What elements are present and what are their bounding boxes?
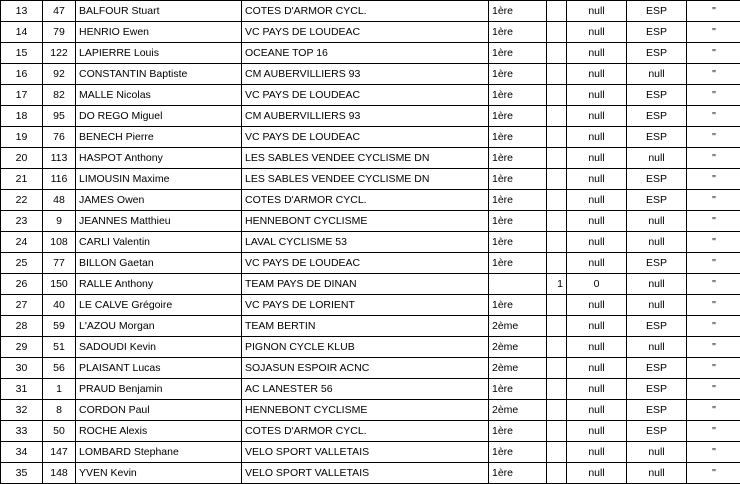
club-cell: VC PAYS DE LOUDEAC [242,85,489,106]
bib-number-cell: 9 [43,211,76,232]
points-cell [547,127,567,148]
category-cell: 1ère [489,442,547,463]
category-cell: 1ère [489,295,547,316]
ditto-cell: " [687,337,740,358]
esp-cell: ESP [627,400,687,421]
table-row [1,232,740,253]
points-cell [547,442,567,463]
club-cell: HENNEBONT CYCLISME [242,211,489,232]
bib-number-cell: 56 [43,358,76,379]
bib-number-cell: 113 [43,148,76,169]
club-cell: COTES D'ARMOR CYCL. [242,1,489,22]
status-cell: null [567,1,627,22]
esp-cell: null [627,148,687,169]
points-cell [547,358,567,379]
table-row [1,379,740,400]
table-row [1,85,740,106]
esp-cell: ESP [627,421,687,442]
category-cell: 1ère [489,43,547,64]
bib-number-cell: 122 [43,43,76,64]
bib-number-cell: 108 [43,232,76,253]
rank-cell: 20 [1,148,43,169]
esp-cell: ESP [627,379,687,400]
category-cell: 1ère [489,1,547,22]
esp-cell: ESP [627,127,687,148]
category-cell: 1ère [489,253,547,274]
rank-cell: 31 [1,379,43,400]
club-cell: COTES D'ARMOR CYCL. [242,421,489,442]
table-row [1,22,740,43]
esp-cell: ESP [627,358,687,379]
status-cell: null [567,85,627,106]
table-row [1,442,740,463]
club-cell: AC LANESTER 56 [242,379,489,400]
rider-name-cell: CONSTANTIN Baptiste [76,64,242,85]
bib-number-cell: 147 [43,442,76,463]
bib-number-cell: 92 [43,64,76,85]
rank-cell: 15 [1,43,43,64]
club-cell: LES SABLES VENDEE CYCLISME DN [242,169,489,190]
rank-cell: 22 [1,190,43,211]
status-cell: null [567,22,627,43]
status-cell: null [567,148,627,169]
category-cell: 2ème [489,400,547,421]
table-row [1,253,740,274]
points-cell [547,190,567,211]
ditto-cell: " [687,106,740,127]
ditto-cell: " [687,85,740,106]
points-cell [547,400,567,421]
club-cell: TEAM PAYS DE DINAN [242,274,489,295]
category-cell: 1ère [489,64,547,85]
rank-cell: 33 [1,421,43,442]
bib-number-cell: 48 [43,190,76,211]
club-cell: VELO SPORT VALLETAIS [242,442,489,463]
category-cell: 2ème [489,337,547,358]
rider-name-cell: BALFOUR Stuart [76,1,242,22]
esp-cell: ESP [627,316,687,337]
rank-cell: 16 [1,64,43,85]
ditto-cell: " [687,442,740,463]
ditto-cell: " [687,253,740,274]
status-cell: null [567,253,627,274]
rank-cell: 17 [1,85,43,106]
category-cell: 1ère [489,190,547,211]
category-cell: 1ère [489,106,547,127]
category-cell: 2ème [489,316,547,337]
rider-name-cell: LIMOUSIN Maxime [76,169,242,190]
status-cell: null [567,442,627,463]
rank-cell: 34 [1,442,43,463]
rider-name-cell: HASPOT Anthony [76,148,242,169]
rider-name-cell: LE CALVE Grégoire [76,295,242,316]
esp-cell: null [627,274,687,295]
category-cell: 1ère [489,211,547,232]
points-cell [547,295,567,316]
points-cell [547,379,567,400]
category-cell: 1ère [489,169,547,190]
category-cell: 2ème [489,358,547,379]
rider-name-cell: MALLE Nicolas [76,85,242,106]
rider-name-cell: SADOUDI Kevin [76,337,242,358]
rider-name-cell: L'AZOU Morgan [76,316,242,337]
points-cell [547,337,567,358]
table-row [1,1,740,22]
category-cell: 1ère [489,463,547,484]
rider-name-cell: BILLON Gaetan [76,253,242,274]
club-cell: CM AUBERVILLIERS 93 [242,64,489,85]
ditto-cell: " [687,64,740,85]
rider-name-cell: JAMES Owen [76,190,242,211]
rank-cell: 23 [1,211,43,232]
esp-cell: null [627,337,687,358]
table-row [1,43,740,64]
points-cell [547,148,567,169]
rider-name-cell: LAPIERRE Louis [76,43,242,64]
ditto-cell: " [687,400,740,421]
rank-cell: 21 [1,169,43,190]
table-row [1,211,740,232]
status-cell: null [567,337,627,358]
points-cell [547,64,567,85]
bib-number-cell: 148 [43,463,76,484]
bib-number-cell: 1 [43,379,76,400]
rider-name-cell: BENECH Pierre [76,127,242,148]
table-row [1,316,740,337]
esp-cell: ESP [627,1,687,22]
club-cell: HENNEBONT CYCLISME [242,400,489,421]
club-cell: COTES D'ARMOR CYCL. [242,190,489,211]
rider-name-cell: RALLE Anthony [76,274,242,295]
rider-name-cell: HENRIO Ewen [76,22,242,43]
points-cell [547,169,567,190]
ditto-cell: " [687,22,740,43]
rider-name-cell: YVEN Kevin [76,463,242,484]
club-cell: CM AUBERVILLIERS 93 [242,106,489,127]
club-cell: PIGNON CYCLE KLUB [242,337,489,358]
rider-name-cell: ROCHE Alexis [76,421,242,442]
table-row [1,169,740,190]
esp-cell: ESP [627,169,687,190]
esp-cell: null [627,463,687,484]
club-cell: SOJASUN ESPOIR ACNC [242,358,489,379]
rider-name-cell: PLAISANT Lucas [76,358,242,379]
bib-number-cell: 76 [43,127,76,148]
category-cell: 1ère [489,127,547,148]
rider-name-cell: CORDON Paul [76,400,242,421]
category-cell: 1ère [489,232,547,253]
rank-cell: 14 [1,22,43,43]
bib-number-cell: 77 [43,253,76,274]
status-cell: null [567,421,627,442]
rank-cell: 28 [1,316,43,337]
club-cell: LES SABLES VENDEE CYCLISME DN [242,148,489,169]
status-cell: null [567,379,627,400]
category-cell: 1ère [489,421,547,442]
bib-number-cell: 82 [43,85,76,106]
bib-number-cell: 8 [43,400,76,421]
bib-number-cell: 150 [43,274,76,295]
table-row [1,337,740,358]
club-cell: TEAM BERTIN [242,316,489,337]
club-cell: LAVAL CYCLISME 53 [242,232,489,253]
points-cell [547,253,567,274]
bib-number-cell: 95 [43,106,76,127]
esp-cell: null [627,442,687,463]
status-cell: null [567,64,627,85]
rider-name-cell: DO REGO Miguel [76,106,242,127]
esp-cell: null [627,211,687,232]
rider-name-cell: JEANNES Matthieu [76,211,242,232]
rider-name-cell: CARLI Valentin [76,232,242,253]
status-cell: null [567,463,627,484]
rank-cell: 13 [1,1,43,22]
ditto-cell: " [687,211,740,232]
status-cell: null [567,211,627,232]
rank-cell: 19 [1,127,43,148]
status-cell: null [567,232,627,253]
bib-number-cell: 116 [43,169,76,190]
ditto-cell: " [687,421,740,442]
bib-number-cell: 59 [43,316,76,337]
ditto-cell: " [687,43,740,64]
esp-cell: ESP [627,22,687,43]
ditto-cell: " [687,148,740,169]
status-cell: null [567,190,627,211]
category-cell [489,274,547,295]
ditto-cell: " [687,232,740,253]
esp-cell: ESP [627,85,687,106]
status-cell: null [567,358,627,379]
club-cell: VC PAYS DE LORIENT [242,295,489,316]
esp-cell: ESP [627,253,687,274]
table-row [1,295,740,316]
points-cell [547,106,567,127]
points-cell [547,1,567,22]
club-cell: VC PAYS DE LOUDEAC [242,253,489,274]
rank-cell: 35 [1,463,43,484]
rank-cell: 18 [1,106,43,127]
category-cell: 1ère [489,379,547,400]
esp-cell: null [627,295,687,316]
ditto-cell: " [687,1,740,22]
bib-number-cell: 40 [43,295,76,316]
points-cell: 1 [547,274,567,295]
status-cell: null [567,127,627,148]
rank-cell: 24 [1,232,43,253]
esp-cell: ESP [627,43,687,64]
status-cell: null [567,295,627,316]
bib-number-cell: 51 [43,337,76,358]
table-row [1,358,740,379]
category-cell: 1ère [489,22,547,43]
esp-cell: ESP [627,106,687,127]
points-cell [547,232,567,253]
table-row [1,64,740,85]
table-row [1,400,740,421]
ditto-cell: " [687,463,740,484]
ditto-cell: " [687,169,740,190]
ditto-cell: " [687,316,740,337]
points-cell [547,316,567,337]
status-cell: null [567,106,627,127]
points-cell [547,463,567,484]
ditto-cell: " [687,379,740,400]
status-cell: null [567,43,627,64]
club-cell: OCEANE TOP 16 [242,43,489,64]
ditto-cell: " [687,127,740,148]
status-cell: 0 [567,274,627,295]
club-cell: VC PAYS DE LOUDEAC [242,22,489,43]
table-row [1,148,740,169]
ditto-cell: " [687,358,740,379]
category-cell: 1ère [489,85,547,106]
esp-cell: null [627,64,687,85]
status-cell: null [567,169,627,190]
category-cell: 1ère [489,148,547,169]
points-cell [547,22,567,43]
rank-cell: 32 [1,400,43,421]
rank-cell: 29 [1,337,43,358]
table-row [1,106,740,127]
bib-number-cell: 50 [43,421,76,442]
bib-number-cell: 47 [43,1,76,22]
table-row [1,127,740,148]
table-row [1,463,740,484]
rank-cell: 27 [1,295,43,316]
ditto-cell: " [687,274,740,295]
rank-cell: 25 [1,253,43,274]
points-cell [547,43,567,64]
table-row [1,421,740,442]
rank-cell: 30 [1,358,43,379]
points-cell [547,421,567,442]
ditto-cell: " [687,190,740,211]
club-cell: VELO SPORT VALLETAIS [242,463,489,484]
results-body [1,1,740,484]
points-cell [547,85,567,106]
bib-number-cell: 79 [43,22,76,43]
esp-cell: ESP [627,190,687,211]
rank-cell: 26 [1,274,43,295]
rider-name-cell: PRAUD Benjamin [76,379,242,400]
status-cell: null [567,400,627,421]
table-row [1,274,740,295]
points-cell [547,211,567,232]
status-cell: null [567,316,627,337]
club-cell: VC PAYS DE LOUDEAC [242,127,489,148]
ditto-cell: " [687,295,740,316]
table-row [1,190,740,211]
rider-name-cell: LOMBARD Stephane [76,442,242,463]
esp-cell: null [627,232,687,253]
